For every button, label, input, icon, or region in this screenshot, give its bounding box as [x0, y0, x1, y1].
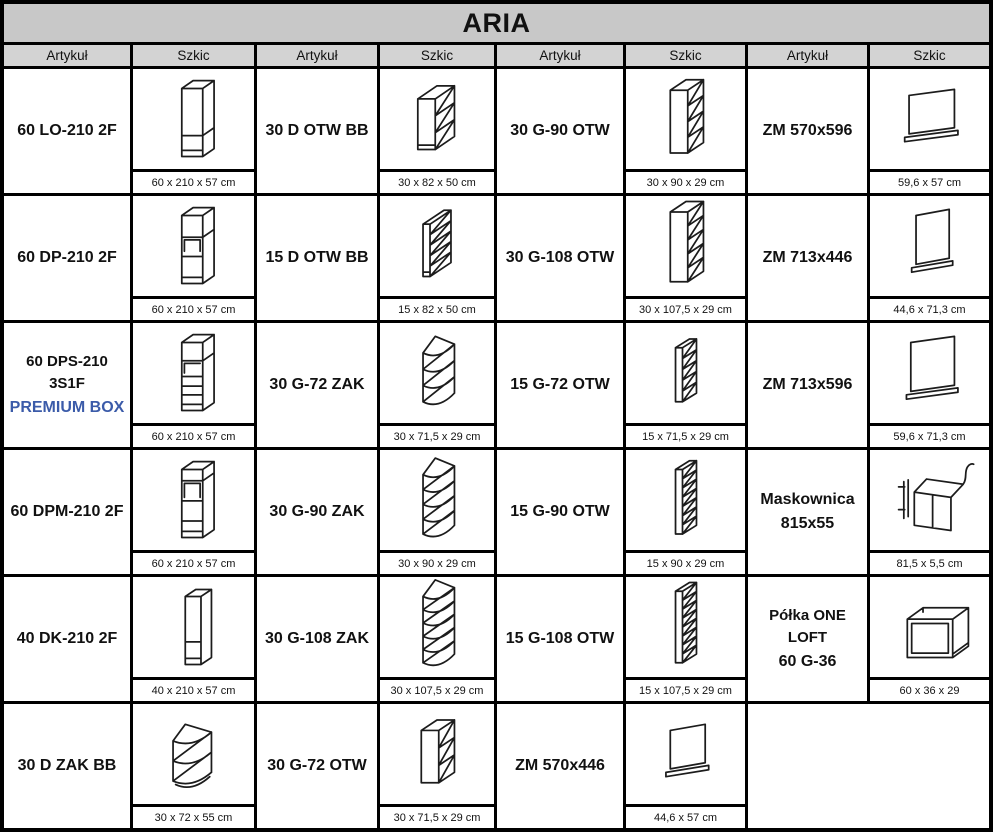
column-header-artykul: Artykuł — [257, 45, 377, 66]
article-subname: 815x55 — [780, 515, 835, 532]
sketch-loft-shelf — [870, 577, 989, 677]
sketch-open-base-30 — [380, 69, 494, 169]
sketch-cell — [380, 577, 494, 701]
dimension-label: 30 x 107,5 x 29 cm — [380, 677, 494, 701]
article-name: Półka ONE LOFT — [769, 606, 846, 646]
sketch-panel-713x446 — [870, 196, 989, 296]
article-cell — [4, 450, 130, 574]
sketch-cell — [626, 196, 745, 320]
article-name: 30 D OTW BB — [265, 122, 369, 139]
premium-box-label: PREMIUM BOX — [9, 398, 125, 416]
article-cell — [4, 577, 130, 701]
column-header-szkic: Szkic — [133, 45, 254, 66]
dimension-label: 59,6 x 71,3 cm — [870, 423, 989, 447]
dimension-label: 60 x 210 x 57 cm — [133, 550, 254, 574]
article-name: 15 D OTW BB — [265, 249, 369, 266]
sketch-tall-cabinet-dk — [133, 577, 254, 677]
dimension-label: 59,6 x 57 cm — [870, 169, 989, 193]
sketch-open-wall-15-7 — [626, 450, 745, 550]
article-cell — [497, 450, 623, 574]
sketch-panel-570x446 — [626, 704, 745, 804]
article-name: 60 DP-210 2F — [17, 249, 117, 266]
article-name: Maskownica — [760, 491, 855, 508]
sketch-cell — [870, 323, 989, 447]
sketch-cell — [380, 450, 494, 574]
article-name: 30 G-72 OTW — [267, 757, 367, 774]
sketch-corner-base-2 — [133, 704, 254, 804]
dimension-label: 30 x 72 x 55 cm — [133, 804, 254, 828]
article-cell — [257, 577, 377, 701]
dimension-label: 15 x 71,5 x 29 cm — [626, 423, 745, 447]
sketch-corner-wall-5 — [380, 577, 494, 677]
article-name: 30 D ZAK BB — [17, 757, 117, 774]
dimension-label: 60 x 210 x 57 cm — [133, 423, 254, 447]
dimension-label: 30 x 107,5 x 29 cm — [626, 296, 745, 320]
article-cell — [748, 69, 867, 193]
sketch-cell — [380, 323, 494, 447]
article-name: 60 LO-210 2F — [17, 122, 117, 139]
sketch-cell — [133, 323, 254, 447]
dimension-label: 44,6 x 71,3 cm — [870, 296, 989, 320]
sketch-cell — [626, 69, 745, 193]
article-cell — [4, 704, 130, 828]
article-cell — [4, 196, 130, 320]
dimension-label: 15 x 90 x 29 cm — [626, 550, 745, 574]
sketch-cell — [380, 196, 494, 320]
sketch-tall-cabinet-dpm — [133, 450, 254, 550]
dimension-label: 15 x 107,5 x 29 cm — [626, 677, 745, 701]
article-cell — [257, 323, 377, 447]
article-name: ZM 713x446 — [762, 249, 853, 266]
article-name: 30 G-90 OTW — [510, 122, 610, 139]
dimension-label: 30 x 90 x 29 cm — [626, 169, 745, 193]
sketch-cell — [133, 69, 254, 193]
sketch-tall-cabinet-2f — [133, 69, 254, 169]
article-name: 15 G-72 OTW — [510, 376, 610, 393]
sketch-cell — [133, 196, 254, 320]
page-title: ARIA — [4, 4, 989, 42]
dimension-label: 30 x 71,5 x 29 cm — [380, 804, 494, 828]
article-cell — [497, 577, 623, 701]
sketch-cell — [133, 450, 254, 574]
dimension-label: 40 x 210 x 57 cm — [133, 677, 254, 701]
sketch-tall-cabinet-dps — [133, 323, 254, 423]
article-cell — [497, 196, 623, 320]
article-name: ZM 713x596 — [762, 376, 853, 393]
empty-cell — [748, 704, 989, 828]
sketch-cell — [133, 577, 254, 701]
article-cell — [748, 323, 867, 447]
sketch-open-wall-30-4 — [626, 69, 745, 169]
article-name: ZM 570x596 — [762, 122, 853, 139]
sketch-tall-cabinet-dp — [133, 196, 254, 296]
sketch-cell — [626, 704, 745, 828]
article-name: 30 G-108 OTW — [505, 249, 615, 266]
dimension-label: 60 x 36 x 29 — [870, 677, 989, 701]
dimension-label: 30 x 90 x 29 cm — [380, 550, 494, 574]
article-cell — [497, 323, 623, 447]
sketch-cell — [380, 704, 494, 828]
sketch-cell — [380, 69, 494, 193]
article-name: 15 G-90 OTW — [510, 503, 610, 520]
sketch-corner-wall-4 — [380, 450, 494, 550]
article-name: 30 G-108 ZAK — [264, 630, 370, 647]
article-cell — [257, 450, 377, 574]
column-header-szkic: Szkic — [870, 45, 989, 66]
article-subname: 60 G-36 — [778, 652, 837, 670]
article-name: 60 DPM-210 2F — [10, 503, 124, 520]
sketch-corner-wall-3 — [380, 323, 494, 423]
dimension-label: 30 x 82 x 50 cm — [380, 169, 494, 193]
sketch-open-wall-15-8 — [626, 577, 745, 677]
sketch-cell — [870, 196, 989, 320]
sketch-cell — [870, 69, 989, 193]
dimension-label: 44,6 x 57 cm — [626, 804, 745, 828]
article-name: 30 G-72 ZAK — [269, 376, 365, 393]
dimension-label: 15 x 82 x 50 cm — [380, 296, 494, 320]
dimension-label: 60 x 210 x 57 cm — [133, 296, 254, 320]
article-cell — [748, 450, 867, 574]
sketch-cell — [133, 704, 254, 828]
dimension-label: 30 x 71,5 x 29 cm — [380, 423, 494, 447]
sketch-open-wall-30-3 — [380, 704, 494, 804]
sketch-maskownica — [870, 450, 989, 550]
sketch-open-base-15 — [380, 196, 494, 296]
sketch-open-wall-15-5 — [626, 323, 745, 423]
article-cell — [257, 69, 377, 193]
column-header-artykul: Artykuł — [4, 45, 130, 66]
sketch-cell — [870, 577, 989, 701]
column-header-artykul: Artykuł — [497, 45, 623, 66]
article-name: ZM 570x446 — [515, 757, 605, 774]
sketch-panel-570x596 — [870, 69, 989, 169]
article-name: 60 DPS-210 3S1F — [26, 352, 108, 392]
article-cell — [4, 323, 130, 447]
article-cell — [748, 196, 867, 320]
article-name: 30 G-90 ZAK — [269, 503, 365, 520]
sketch-panel-713x596 — [870, 323, 989, 423]
sketch-cell — [626, 577, 745, 701]
dimension-label: 81,5 x 5,5 cm — [870, 550, 989, 574]
article-cell — [257, 704, 377, 828]
sketch-cell — [626, 323, 745, 447]
column-header-szkic: Szkic — [626, 45, 745, 66]
column-header-szkic: Szkic — [380, 45, 494, 66]
sketch-cell — [626, 450, 745, 574]
article-name: 40 DK-210 2F — [16, 630, 118, 647]
article-cell — [4, 69, 130, 193]
column-header-artykul: Artykuł — [748, 45, 867, 66]
article-cell — [748, 577, 867, 701]
article-cell — [497, 69, 623, 193]
article-cell — [257, 196, 377, 320]
sketch-open-wall-30-5 — [626, 196, 745, 296]
article-cell — [497, 704, 623, 828]
article-name: 15 G-108 OTW — [505, 630, 615, 647]
sketch-cell — [870, 450, 989, 574]
dimension-label: 60 x 210 x 57 cm — [133, 169, 254, 193]
